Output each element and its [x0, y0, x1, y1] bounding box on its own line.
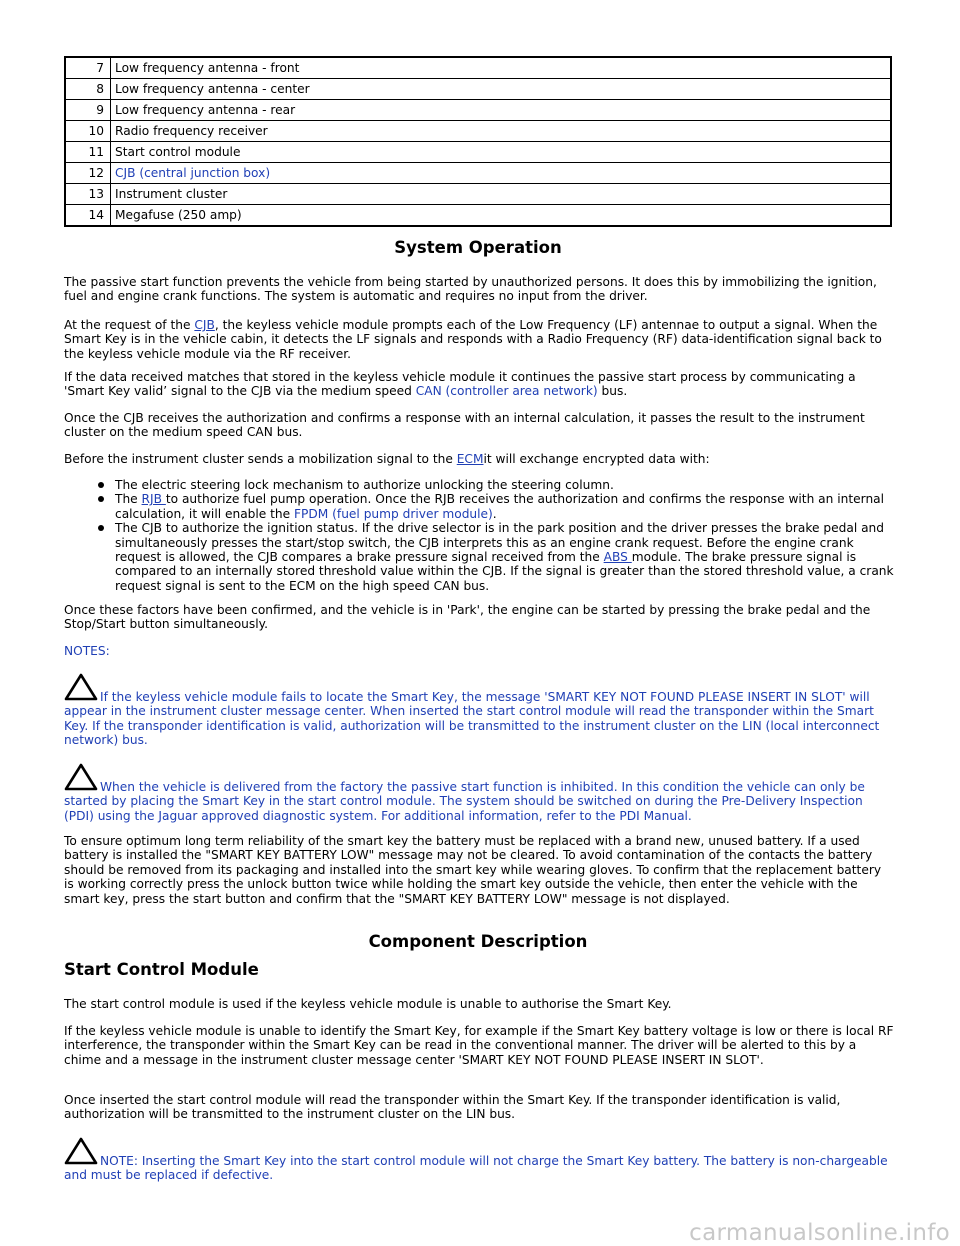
part-number: 10 — [65, 121, 111, 142]
part-number: 9 — [65, 100, 111, 121]
paragraph — [64, 452, 894, 466]
watermark: carmanualsonline.info — [689, 1219, 950, 1246]
text: . — [492, 506, 497, 521]
text: to authorize fuel pump operation. Once the RJB receives the authorization and confirms the response with an internal calculation, it will enable the — [115, 492, 885, 521]
table-row — [65, 142, 891, 163]
part-number: 11 — [65, 142, 111, 163]
fpdm-link[interactable]: FPDM (fuel pump driver module) — [294, 506, 493, 521]
cjb-link[interactable]: CJB (central junction box) — [111, 163, 892, 184]
text: Before the instrument cluster sends a mobilization signal to the — [64, 452, 457, 466]
list-item — [98, 492, 898, 521]
list-item — [98, 521, 898, 593]
part-number: 14 — [65, 205, 111, 227]
part-description: Megafuse (250 amp) — [111, 205, 892, 227]
can-link[interactable]: CAN (controller area network) — [415, 384, 598, 399]
paragraph — [64, 370, 894, 399]
paragraph: Once the CJB receives the authorization and confirms a response with an internal calculation, it passes the result to the instrument cluster on the medium speed CAN bus. — [64, 411, 865, 440]
cjb-inline-link[interactable]: CJB — [194, 318, 215, 332]
part-number: 7 — [65, 57, 111, 79]
abs-link[interactable]: ABS — [603, 550, 632, 565]
text: bus. — [597, 384, 628, 399]
table-row — [65, 205, 891, 227]
part-number: 12 — [65, 163, 111, 184]
part-description: Start control module — [111, 142, 892, 163]
part-description: Low frequency antenna - rear — [111, 100, 892, 121]
part-number: 8 — [65, 79, 111, 100]
paragraph: If the keyless vehicle module is unable to identify the Smart Key, for example if the Smart Key battery voltage is low or there is local RF interference, the transponder within the Smart Key can be read in the conventional manner. The driver will be alerted to this by a chime and a message in the instrument cluster message center 'SMART KEY NOT FOUND PLEASE INSERT IN SLOT'. — [64, 1024, 894, 1067]
part-number: 13 — [65, 184, 111, 205]
paragraph: To ensure optimum long term reliability of the smart key the battery must be replaced with a brand new, unused battery. If a used battery is installed the "SMART KEY BATTERY LOW" message may not be cleared. To avoid contamination of the contacts the battery should be removed from its packaging and installed into the smart key while wearing gloves. To confirm that the replacement battery is working correctly press the unlock button twice while holding the smart key outside the vehicle, then enter the vehicle with the smart key, press the start button and confirm that the "SMART KEY BATTERY LOW" message is not displayed. — [64, 834, 882, 906]
text: If the data received matches that stored in the keyless vehicle module it continues the passive start process by communicating a 'Smart Key valid’ signal to the CJB via the medium speed — [64, 370, 856, 399]
table-row — [65, 79, 891, 100]
part-description: Low frequency antenna - center — [111, 79, 892, 100]
parts-table — [64, 56, 892, 227]
text: The — [115, 492, 142, 507]
start-control-module-heading: Start Control Module — [64, 960, 259, 979]
table-row — [65, 100, 891, 121]
text: The CJB to authorize the ignition status. If the drive selector is in the park position and the driver presses the brake pedal and simultaneously presses the start/stop switch, the CJB interprets this as an engine crank request. Before the engine crank request is allowed, the CJB compares a brake pressure signal received from the — [115, 521, 885, 565]
text: At the request of the — [64, 318, 195, 332]
text: it will exchange encrypted data with: — [483, 452, 710, 466]
part-description: Low frequency antenna - front — [111, 57, 892, 79]
paragraph — [64, 318, 894, 361]
note-text: NOTE: Inserting the Smart Key into the start control module will not charge the Smart Key battery. The battery is non-chargeable and must be replaced if defective. — [64, 1154, 888, 1183]
table-row — [65, 57, 891, 79]
note-text: When the vehicle is delivered from the factory the passive start function is inhibited. In this condition the vehicle can only be started by placing the Smart Key in the start control module. The system should be switched on during the Pre-Delivery Inspection (PDI) using the Jaguar approved diagnostic system. For additional information, refer to the PDI Manual. — [64, 780, 865, 823]
rjb-link[interactable]: RJB — [141, 492, 166, 507]
text: module. The brake pressure signal is compared to an internally stored threshold value within the CJB. If the signal is greater than the stored threshold value, a crank request signal is sent to the ECM on the high speed CAN bus. — [115, 550, 894, 593]
ecm-link[interactable]: ECM — [456, 452, 484, 466]
paragraph: The passive start function prevents the vehicle from being started by unauthorized persons. It does this by immobilizing the ignition, fuel and engine crank functions. The system is automatic and requires no input from the driver. — [64, 275, 877, 304]
table-row — [65, 163, 891, 184]
note-text: If the keyless vehicle module fails to locate the Smart Key, the message 'SMART KEY NOT FOUND PLEASE INSERT IN SLOT' will appear in the instrument cluster message center. When inserted the start control module will read the transponder within the Smart Key. If the transponder identification is valid, authorization will be transmitted to the instrument cluster on the LIN (local interconnect network) bus. — [64, 690, 880, 748]
part-description: Instrument cluster — [111, 184, 892, 205]
table-row — [65, 121, 891, 142]
part-description: Radio frequency receiver — [111, 121, 892, 142]
paragraph: Once these factors have been confirmed, and the vehicle is in 'Park', the engine can be started by pressing the brake pedal and the Stop/Start button simultaneously. — [64, 603, 871, 632]
paragraph: The start control module is used if the keyless vehicle module is unable to authorise the Smart Key. — [64, 997, 672, 1011]
system-operation-heading: System Operation — [394, 238, 562, 257]
component-description-heading: Component Description — [368, 932, 588, 951]
paragraph: Once inserted the start control module will read the transponder within the Smart Key. If the transponder identification is valid, authorization will be transmitted to the instrument cluster on the LIN bus. — [64, 1093, 841, 1122]
bullet-list — [98, 478, 898, 593]
notes-label: NOTES: — [64, 644, 110, 658]
text: , the keyless vehicle module prompts each of the Low Frequency (LF) antennae to output a signal. When the Smart Key is in the vehicle cabin, it detects the LF signals and responds with a Radio Frequency (RF) data-identification signal back to the keyless vehicle module via the RF receiver. — [64, 318, 882, 361]
list-item: The electric steering lock mechanism to authorize unlocking the steering column. — [98, 478, 898, 492]
table-row — [65, 184, 891, 205]
